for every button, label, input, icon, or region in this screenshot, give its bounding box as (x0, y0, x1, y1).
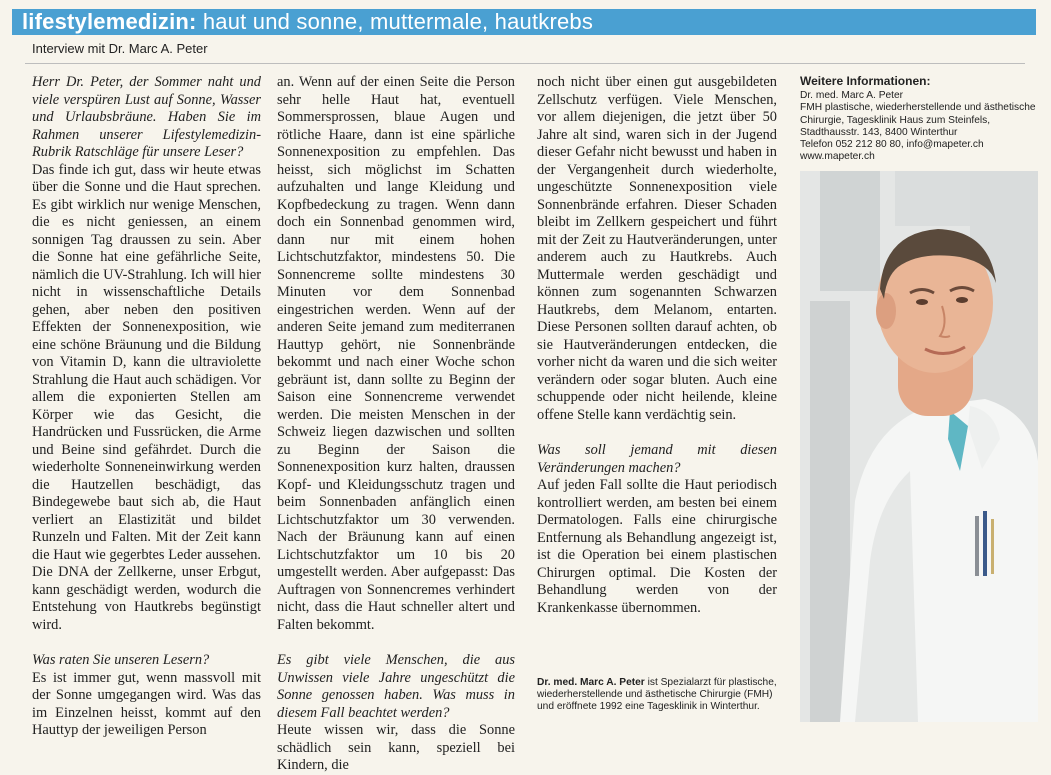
photo-caption (537, 677, 782, 714)
doctor-portrait-photo (800, 171, 1038, 722)
interview-answer: Auf jeden Fall sollte die Haut periodisch kontrolliert werden, am besten bei einem Dermatologen. Falls eine chirurgische Entfernung als Behandlung angezeigt ist, ist die Operation bei einem plastischen Chirurgen optimal. Die Kosten der Behandlung werden von der Krankenkasse übernommen. (537, 477, 777, 616)
divider (25, 63, 1025, 64)
info-line: Dr. med. Marc A. Peter (800, 90, 904, 101)
paragraph-gap (537, 424, 777, 442)
paragraph-gap (277, 634, 515, 652)
article-title (12, 9, 593, 35)
further-information-box (800, 74, 1038, 164)
interview-question: Was soll jemand mit diesen Veränderungen machen? (537, 442, 777, 476)
text-column-1 (32, 74, 261, 740)
paragraph-gap (32, 634, 261, 652)
info-line: Telefon 052 212 80 80, info@mapeter.ch (800, 139, 984, 151)
info-line: www.mapeter.ch (800, 151, 875, 163)
caption-text: ist Spezialarzt für plastische, wiederherstellende und ästhetische Chirurgie (FMH) und eröffnete 1992 eine Tagesklinik in Winterthur. (537, 677, 777, 713)
portrait-illustration (800, 171, 1038, 722)
interview-answer: an. Wenn auf der einen Seite die Person sehr helle Haut hat, eventuell Sommersprossen, blaue Augen und rötliche Haare, dann ist eine spärliche Sonnenexposition zu empfehlen. Das heisst, sich möglichst im Schatten aufzuhalten und lange Kleidung und Kopfbedeckung zu tragen. Wenn dann doch ein Sonnenbad genommen wird, dann nur mit einem hohen Lichtschutzfaktor, mindestens 50. Die Sonnencreme sollte mindestens 30 Minuten vor dem Sonnenbad eingestrichen werden. Wenn auf der anderen Seite jemand zum mediterranen Hauttyp gehört, nie Sonnenbrände bekommt und nach einer Woche schon gebräunt ist, dann sollte zu Beginn der Saison eine Sonnencreme verwendet werden. Die meisten Menschen in der Schweiz liegen dazwischen und sollten zu Beginn der Saison die Sonnenexposition kurz halten, draussen Kopf- und Kleidungsschutz tragen und beim Sonnenbaden anfänglich einen Lichtschutzfaktor um 30 verwenden. Nach der Bräunung kann auf einen Lichtschutzfaktor um 10 bis 20 umgestellt werden. Aber aufgepasst: Das Auftragen von Sonnencremes verhindert nicht, dass die Haut schneller altert und Falten bekommt. (277, 74, 515, 633)
article-title-topic: haut und sonne, muttermale, hautkrebs (196, 9, 594, 34)
info-line: FMH plastische, wiederherstellende und ästhetische Chirurgie, Tagesklinik Haus zum Steinfels, Stadthausstr. 143, 8400 Winterthur (800, 102, 1036, 138)
article-title-section: lifestylemedizin: (22, 9, 197, 34)
article-header-bar (12, 9, 1036, 35)
text-column-3 (537, 74, 777, 617)
interview-answer: Heute wissen wir, dass die Sonne schädlich sein kann, speziell bei Kindern, die (277, 722, 515, 773)
text-column-2 (277, 74, 515, 775)
interview-question: Es gibt viele Menschen, die aus Unwissen viele Jahre ungeschützt die Sonne genossen haben. Was muss in diesem Fall beachtet werden? (277, 652, 515, 721)
interview-answer: Das finde ich gut, dass wir heute etwas über die Sonne und die Haut sprechen. Es gibt wirklich nur wenige Menschen, die es nicht geniessen, an einem sonnigen Tag draussen zu sein. Aber die Sonne hat eine gefährliche Seite, nämlich die UV-Strahlung. Ich will hier nicht in wissenschaftliche Details gehen, aber neben den positiven Effekten der Sonnenexposition, wie eine schöne Bräunung und die Bildung von Vitamin D, kann die ultraviolette Strahlung die Haut auch schädigen. Vor allem die exponierten Stellen am Körper wie das Gesicht, die Handrücken und Fussrücken, die Arme und Beine sind gefährdet. Durch die wiederholte Sonneneinwirkung werden die Hautzellen beschädigt, das Bindegewebe baut sich ab, die Haut verliert an Elastizität und bildet Runzeln und Falten. Mit der Zeit kann die Haut wie gegerbtes Leder aussehen. Die DNA der Zellkerne, unser Erbgut, kann geschädigt werden, wodurch die Entstehung von Hautkrebs begünstigt wird. (32, 161, 261, 633)
caption-name: Dr. med. Marc A. Peter (537, 677, 645, 688)
article-subtitle: Interview mit Dr. Marc A. Peter (32, 41, 208, 56)
interview-answer: Es ist immer gut, wenn massvoll mit der Sonne umgegangen wird. Was das im Einzelnen heisst, kommt auf den Hauttyp der jeweiligen Person (32, 669, 261, 738)
info-heading: Weitere Informationen: (800, 74, 931, 88)
interview-question: Was raten Sie unseren Lesern? (32, 652, 210, 668)
interview-answer: noch nicht über einen gut ausgebildeten Zellschutz verfügen. Viele Menschen, vor allem diejenigen, die jetzt über 50 Jahre alt sind, waren sich in der Jugend dieser Gefahr nicht bewusst und haben in der Vergangenheit durch wiederholte, ungeschützte Sonnenexposition viele Sonnenbrände erfahren. Dieser Schaden bleibt im Zellkern gespeichert und führt mit der Zeit zu Hautveränderungen, unter anderem auch zu Hautkrebs. Auch Muttermale werden geschädigt und können zum sogenannten Schwarzen Hautkrebs, dem Melanom, entarten. Diese Personen sollten darauf achten, ob sie Hautveränderungen entdecken, die vorher nicht da waren und die sich weiter verändern oder sogar bluten. Auch eine schuppende oder nicht heilende, kleine offene Stelle kann verdächtig sein. (537, 74, 777, 423)
interview-question: Herr Dr. Peter, der Sommer naht und viele verspüren Lust auf Sonne, Wasser und Urlaubsbräune. Haben Sie im Rahmen unserer Lifestylemedizin-Rubrik Ratschläge für unsere Leser? (32, 74, 261, 160)
